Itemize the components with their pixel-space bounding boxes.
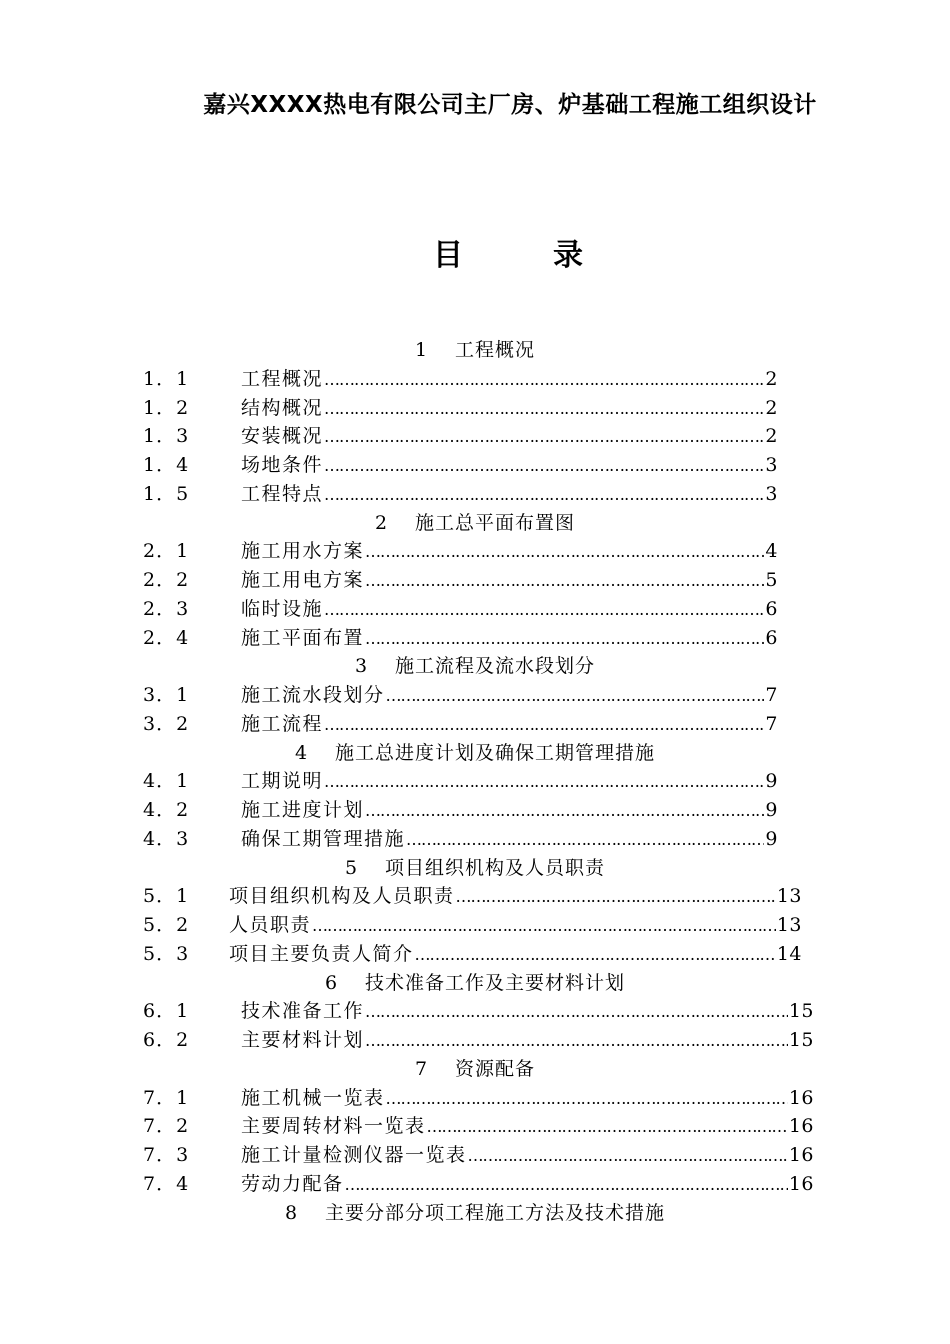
- toc-entry: [0, 451, 950, 480]
- toc-section-number: 3: [354, 655, 368, 678]
- toc-entry: [0, 365, 950, 394]
- toc-entry: [0, 595, 950, 624]
- document-title: 嘉兴XXXX热电有限公司主厂房、炉基础工程施工组织设计: [203, 92, 817, 118]
- toc-page-number: 16: [788, 1115, 814, 1138]
- toc-section-heading: [0, 854, 950, 883]
- toc-dot-leader: [324, 452, 764, 481]
- toc-page-number: 2: [765, 367, 778, 390]
- toc-entry: [0, 681, 950, 710]
- toc-section-number: 8: [284, 1201, 298, 1224]
- toc-entry: [0, 480, 950, 509]
- toc-section-title: 技术准备工作及主要材料计划: [365, 971, 626, 994]
- toc-entry-line: [241, 624, 778, 654]
- toc-entry: [0, 1141, 950, 1170]
- toc-section-title: 资源配备: [455, 1057, 536, 1080]
- toc-entry: [0, 825, 950, 854]
- toc-dot-leader: [365, 625, 764, 654]
- toc-dot-leader: [365, 567, 764, 596]
- toc-entry-number: 7．4: [143, 1172, 190, 1195]
- toc-page-number: 15: [788, 1000, 814, 1023]
- toc-page-number: 7: [765, 684, 778, 706]
- toc-entry-number: 7．2: [143, 1115, 190, 1138]
- toc-entry-number: 6．1: [143, 1000, 190, 1023]
- toc-entry: [0, 1084, 950, 1113]
- toc-entry-number: 2．2: [143, 569, 190, 591]
- toc-entry-line: [241, 825, 778, 855]
- toc-entry-title: 安装概况: [241, 425, 324, 448]
- toc-entry-number: 7．1: [143, 1086, 190, 1109]
- toc-page-number: 3: [765, 482, 778, 505]
- toc-dot-leader: [386, 682, 765, 711]
- toc-entry: [0, 796, 950, 825]
- toc-entry-number: 5．3: [143, 942, 190, 965]
- toc-section-heading: [0, 739, 950, 768]
- toc-section-heading: [0, 1055, 950, 1084]
- toc-dot-leader: [386, 1085, 788, 1114]
- toc-page-number: 2: [765, 425, 778, 448]
- toc-entry: [0, 767, 950, 796]
- toc-section-heading: [0, 509, 950, 538]
- toc-dot-leader: [427, 1113, 788, 1142]
- toc-page-number: 9: [765, 770, 778, 793]
- toc-entry: [0, 940, 950, 969]
- toc-section-number: 6: [324, 971, 338, 994]
- toc-entry-line: [241, 480, 778, 510]
- toc-entry-line: [229, 882, 802, 912]
- table-of-contents: [0, 336, 950, 1227]
- toc-entry-title: 主要周转材料一览表: [241, 1115, 426, 1138]
- toc-dot-leader: [324, 366, 764, 395]
- toc-dot-leader: [312, 912, 776, 941]
- toc-entry-line: [241, 365, 778, 395]
- toc-entry: [0, 1026, 950, 1055]
- toc-page-number: 14: [776, 942, 802, 965]
- toc-section-heading: [0, 652, 950, 681]
- toc-entry-title: 结构概况: [241, 396, 324, 419]
- toc-dot-leader: [324, 596, 764, 625]
- toc-entry-title: 施工用水方案: [241, 540, 365, 563]
- toc-entry-title: 劳动力配备: [241, 1172, 344, 1195]
- toc-entry-number: 1．4: [143, 454, 190, 476]
- toc-entry-number: 4．3: [143, 827, 190, 850]
- toc-dot-leader: [456, 883, 776, 912]
- toc-page-number: 3: [765, 454, 778, 476]
- toc-section-number: 5: [344, 856, 358, 879]
- toc-section-heading: [0, 336, 950, 365]
- toc-dot-leader: [365, 1027, 788, 1056]
- toc-entry: [0, 422, 950, 451]
- toc-page-number: 9: [765, 827, 778, 850]
- toc-section-heading: [0, 969, 950, 998]
- toc-entry-number: 2．3: [143, 597, 190, 620]
- toc-dot-leader: [324, 423, 764, 452]
- toc-entry-number: 1．1: [143, 367, 190, 390]
- toc-section-title: 工程概况: [455, 339, 536, 361]
- toc-entry-title: 确保工期管理措施: [241, 827, 406, 850]
- toc-page-number: 5: [765, 569, 778, 591]
- toc-entry: [0, 710, 950, 739]
- toc-page-number: 16: [788, 1086, 814, 1109]
- toc-entry: [0, 566, 950, 595]
- toc-entry-title: 施工流水段划分: [241, 684, 385, 706]
- toc-section-number: 7: [414, 1057, 428, 1080]
- toc-entry-line: [241, 595, 778, 625]
- toc-entry: [0, 882, 950, 911]
- toc-page-number: 16: [788, 1144, 814, 1166]
- toc-entry-line: [241, 997, 814, 1027]
- toc-entry: [0, 911, 950, 940]
- toc-dot-leader: [324, 768, 764, 797]
- toc-entry-title: 主要材料计划: [241, 1029, 365, 1051]
- toc-entry-number: 3．2: [143, 712, 190, 735]
- toc-heading-right: 录: [553, 238, 583, 273]
- toc-entry-title: 工程特点: [241, 482, 324, 505]
- toc-entry-line: [241, 451, 778, 481]
- toc-entry-title: 人员职责: [229, 914, 312, 936]
- toc-dot-leader: [324, 711, 764, 740]
- toc-entry-title: 施工计量检测仪器一览表: [241, 1144, 467, 1166]
- toc-entry-title: 场地条件: [241, 454, 324, 476]
- toc-entry-line: [229, 940, 802, 970]
- toc-entry-line: [241, 1170, 814, 1200]
- toc-section-title: 施工总平面布置图: [415, 511, 576, 534]
- toc-entry-number: 4．2: [143, 799, 190, 821]
- toc-entry-title: 施工流程: [241, 712, 324, 735]
- toc-page-number: 4: [765, 540, 778, 563]
- toc-entry-number: 1．2: [143, 396, 190, 419]
- toc-entry-title: 项目组织机构及人员职责: [229, 885, 455, 908]
- toc-entry-title: 施工用电方案: [241, 569, 365, 591]
- toc-entry-number: 6．2: [143, 1029, 190, 1051]
- toc-entry-title: 临时设施: [241, 597, 324, 620]
- toc-section-number: 1: [414, 339, 428, 361]
- toc-entry-line: [241, 1141, 814, 1171]
- toc-dot-leader: [345, 1171, 788, 1200]
- toc-entry-number: 2．1: [143, 540, 190, 563]
- toc-dot-leader: [365, 538, 764, 567]
- toc-dot-leader: [365, 797, 764, 826]
- toc-section-title: 主要分部分项工程施工方法及技术措施: [325, 1201, 666, 1224]
- toc-entry-number: 3．1: [143, 684, 190, 706]
- toc-heading: [0, 230, 950, 274]
- toc-page-number: 2: [765, 396, 778, 419]
- toc-entry-line: [241, 796, 778, 826]
- toc-entry-number: 4．1: [143, 770, 190, 793]
- toc-entry-number: 5．1: [143, 885, 190, 908]
- toc-page-number: 16: [788, 1172, 814, 1195]
- toc-page-number: 13: [776, 885, 802, 908]
- toc-entry-title: 技术准备工作: [241, 1000, 365, 1023]
- toc-entry: [0, 394, 950, 423]
- toc-heading-left: 目: [433, 238, 463, 273]
- toc-entry-line: [241, 710, 778, 740]
- toc-dot-leader: [365, 998, 788, 1027]
- toc-entry-title: 工期说明: [241, 770, 324, 793]
- toc-entry-number: 1．3: [143, 425, 190, 448]
- toc-entry-title: 施工平面布置: [241, 626, 365, 649]
- toc-dot-leader: [468, 1142, 788, 1171]
- toc-dot-leader: [415, 941, 776, 970]
- toc-entry: [0, 1112, 950, 1141]
- toc-entry-number: 1．5: [143, 482, 190, 505]
- toc-dot-leader: [324, 481, 764, 510]
- toc-dot-leader: [406, 826, 764, 855]
- toc-entry-number: 2．4: [143, 626, 190, 649]
- toc-entry: [0, 1170, 950, 1199]
- toc-entry-line: [241, 394, 778, 424]
- toc-entry-line: [241, 1084, 814, 1114]
- toc-entry-line: [241, 1026, 814, 1056]
- toc-page-number: 7: [765, 712, 778, 735]
- toc-entry-number: 7．3: [143, 1144, 190, 1166]
- toc-section-title: 项目组织机构及人员职责: [385, 856, 606, 879]
- toc-page-number: 9: [765, 799, 778, 821]
- toc-entry-line: [241, 681, 778, 711]
- toc-entry-number: 5．2: [143, 914, 190, 936]
- toc-page-number: 15: [788, 1029, 814, 1051]
- toc-entry-title: 项目主要负责人简介: [229, 942, 414, 965]
- toc-entry-line: [241, 566, 778, 596]
- toc-entry: [0, 624, 950, 653]
- toc-section-heading: [0, 1199, 950, 1228]
- toc-entry-line: [241, 537, 778, 567]
- toc-entry: [0, 997, 950, 1026]
- toc-entry-line: [241, 1112, 814, 1142]
- toc-section-title: 施工流程及流水段划分: [395, 655, 596, 678]
- toc-entry-line: [241, 422, 778, 452]
- toc-entry-title: 施工机械一览表: [241, 1086, 385, 1109]
- toc-section-number: 4: [294, 741, 308, 764]
- toc-entry-title: 施工进度计划: [241, 799, 365, 821]
- toc-page-number: 13: [776, 914, 802, 936]
- toc-section-number: 2: [374, 511, 388, 534]
- toc-entry-line: [241, 767, 778, 797]
- toc-page-number: 6: [765, 597, 778, 620]
- toc-dot-leader: [324, 395, 764, 424]
- toc-entry-line: [229, 911, 802, 941]
- toc-page-number: 6: [765, 626, 778, 649]
- toc-section-title: 施工总进度计划及确保工期管理措施: [335, 741, 656, 764]
- toc-entry-title: 工程概况: [241, 367, 324, 390]
- toc-entry: [0, 537, 950, 566]
